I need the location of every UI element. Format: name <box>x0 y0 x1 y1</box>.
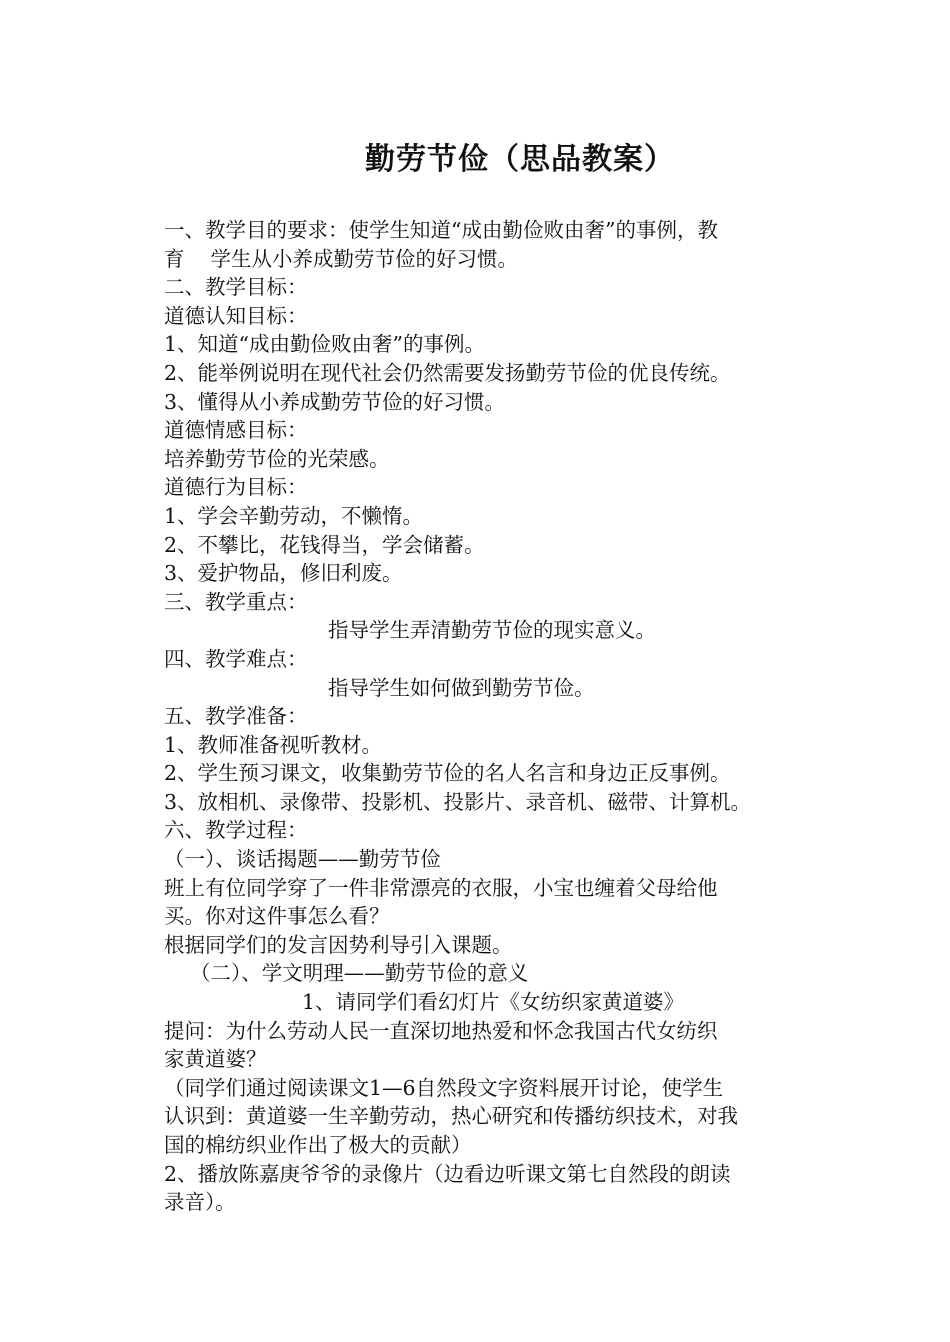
text-line: 买。你对这件事怎么看？ <box>164 904 390 929</box>
text-line: 根据同学们的发言因势利导引入课题。 <box>164 932 513 957</box>
list-item: 2、不攀比，花钱得当，学会储蓄。 <box>164 532 485 557</box>
list-item: 1、学会辛勤劳动，不懒惰。 <box>164 503 424 528</box>
text-fragment: 学生从小养成勤劳节俭的好习惯。 <box>210 246 518 271</box>
list-item: 2、学生预习课文，收集勤劳节俭的名人名言和身边正反事例。 <box>164 761 731 786</box>
text-line: 班上有位同学穿了一件非常漂亮的衣服，小宝也缠着父母给他 <box>164 875 718 900</box>
text-line: 国的棉纺织业作出了极大的贡献） <box>164 1133 472 1157</box>
text-line <box>164 245 792 274</box>
text-line: 一、教学目的要求：使学生知道“成由勤俭败由奢”的事例，教 <box>164 218 718 242</box>
section-heading: 三、教学重点： <box>164 589 308 614</box>
section-heading: 六、教学过程： <box>164 818 308 843</box>
document-title: 勤劳节俭（思品教案） <box>365 142 675 177</box>
subsection-heading: 道德情感目标： <box>164 418 308 443</box>
section-heading: 四、教学难点： <box>164 646 308 671</box>
list-item: 3、爱护物品，修旧利废。 <box>164 561 403 586</box>
list-item: 1、请同学们看幻灯片《女纺织家黄道婆》 <box>302 990 685 1015</box>
list-item: 1、知道“成由勤俭败由奢”的事例。 <box>164 332 486 357</box>
text-line: （同学们通过阅读课文1—6自然段文字资料展开讨论，使学生 <box>164 1075 724 1100</box>
document-body <box>164 216 792 1217</box>
subsection-heading: 道德行为目标： <box>164 475 308 500</box>
text-line: 认识到：黄道婆一生辛勤劳动，热心研究和传播纺织技术，对我 <box>164 1104 738 1129</box>
section-heading: 二、教学目标： <box>164 275 308 300</box>
text-line: 家黄道婆？ <box>164 1047 267 1072</box>
list-item: 2、能举例说明在现代社会仍然需要发扬勤劳节俭的优良传统。 <box>164 360 731 385</box>
list-item: 1、教师准备视听教材。 <box>164 732 383 757</box>
text-line: 培养勤劳节俭的光荣感。 <box>164 446 390 471</box>
text-line: 指导学生弄清勤劳节俭的现实意义。 <box>328 618 656 643</box>
subsection-heading: 道德认知目标： <box>164 303 308 328</box>
list-item: 2、播放陈嘉庚爷爷的录像片（边看边听课文第七自然段的朗读 <box>164 1161 731 1186</box>
text-fragment: 育 <box>164 246 185 271</box>
subsection-heading: （一）、谈话揭题——勤劳节俭 <box>164 847 441 872</box>
list-item: 3、放相机、录像带、投影机、投影片、录音机、磁带、计算机。 <box>164 789 752 814</box>
list-item: 3、懂得从小养成勤劳节俭的好习惯。 <box>164 389 506 414</box>
text-line: 指导学生如何做到勤劳节俭。 <box>328 675 595 700</box>
text-line: 录音）。 <box>164 1190 236 1215</box>
subsection-heading: （二）、学文明理——勤劳节俭的意义 <box>190 961 529 986</box>
text-line: 提问：为什么劳动人民一直深切地热爱和怀念我国古代女纺织 <box>164 1018 718 1043</box>
section-heading: 五、教学准备： <box>164 704 308 729</box>
